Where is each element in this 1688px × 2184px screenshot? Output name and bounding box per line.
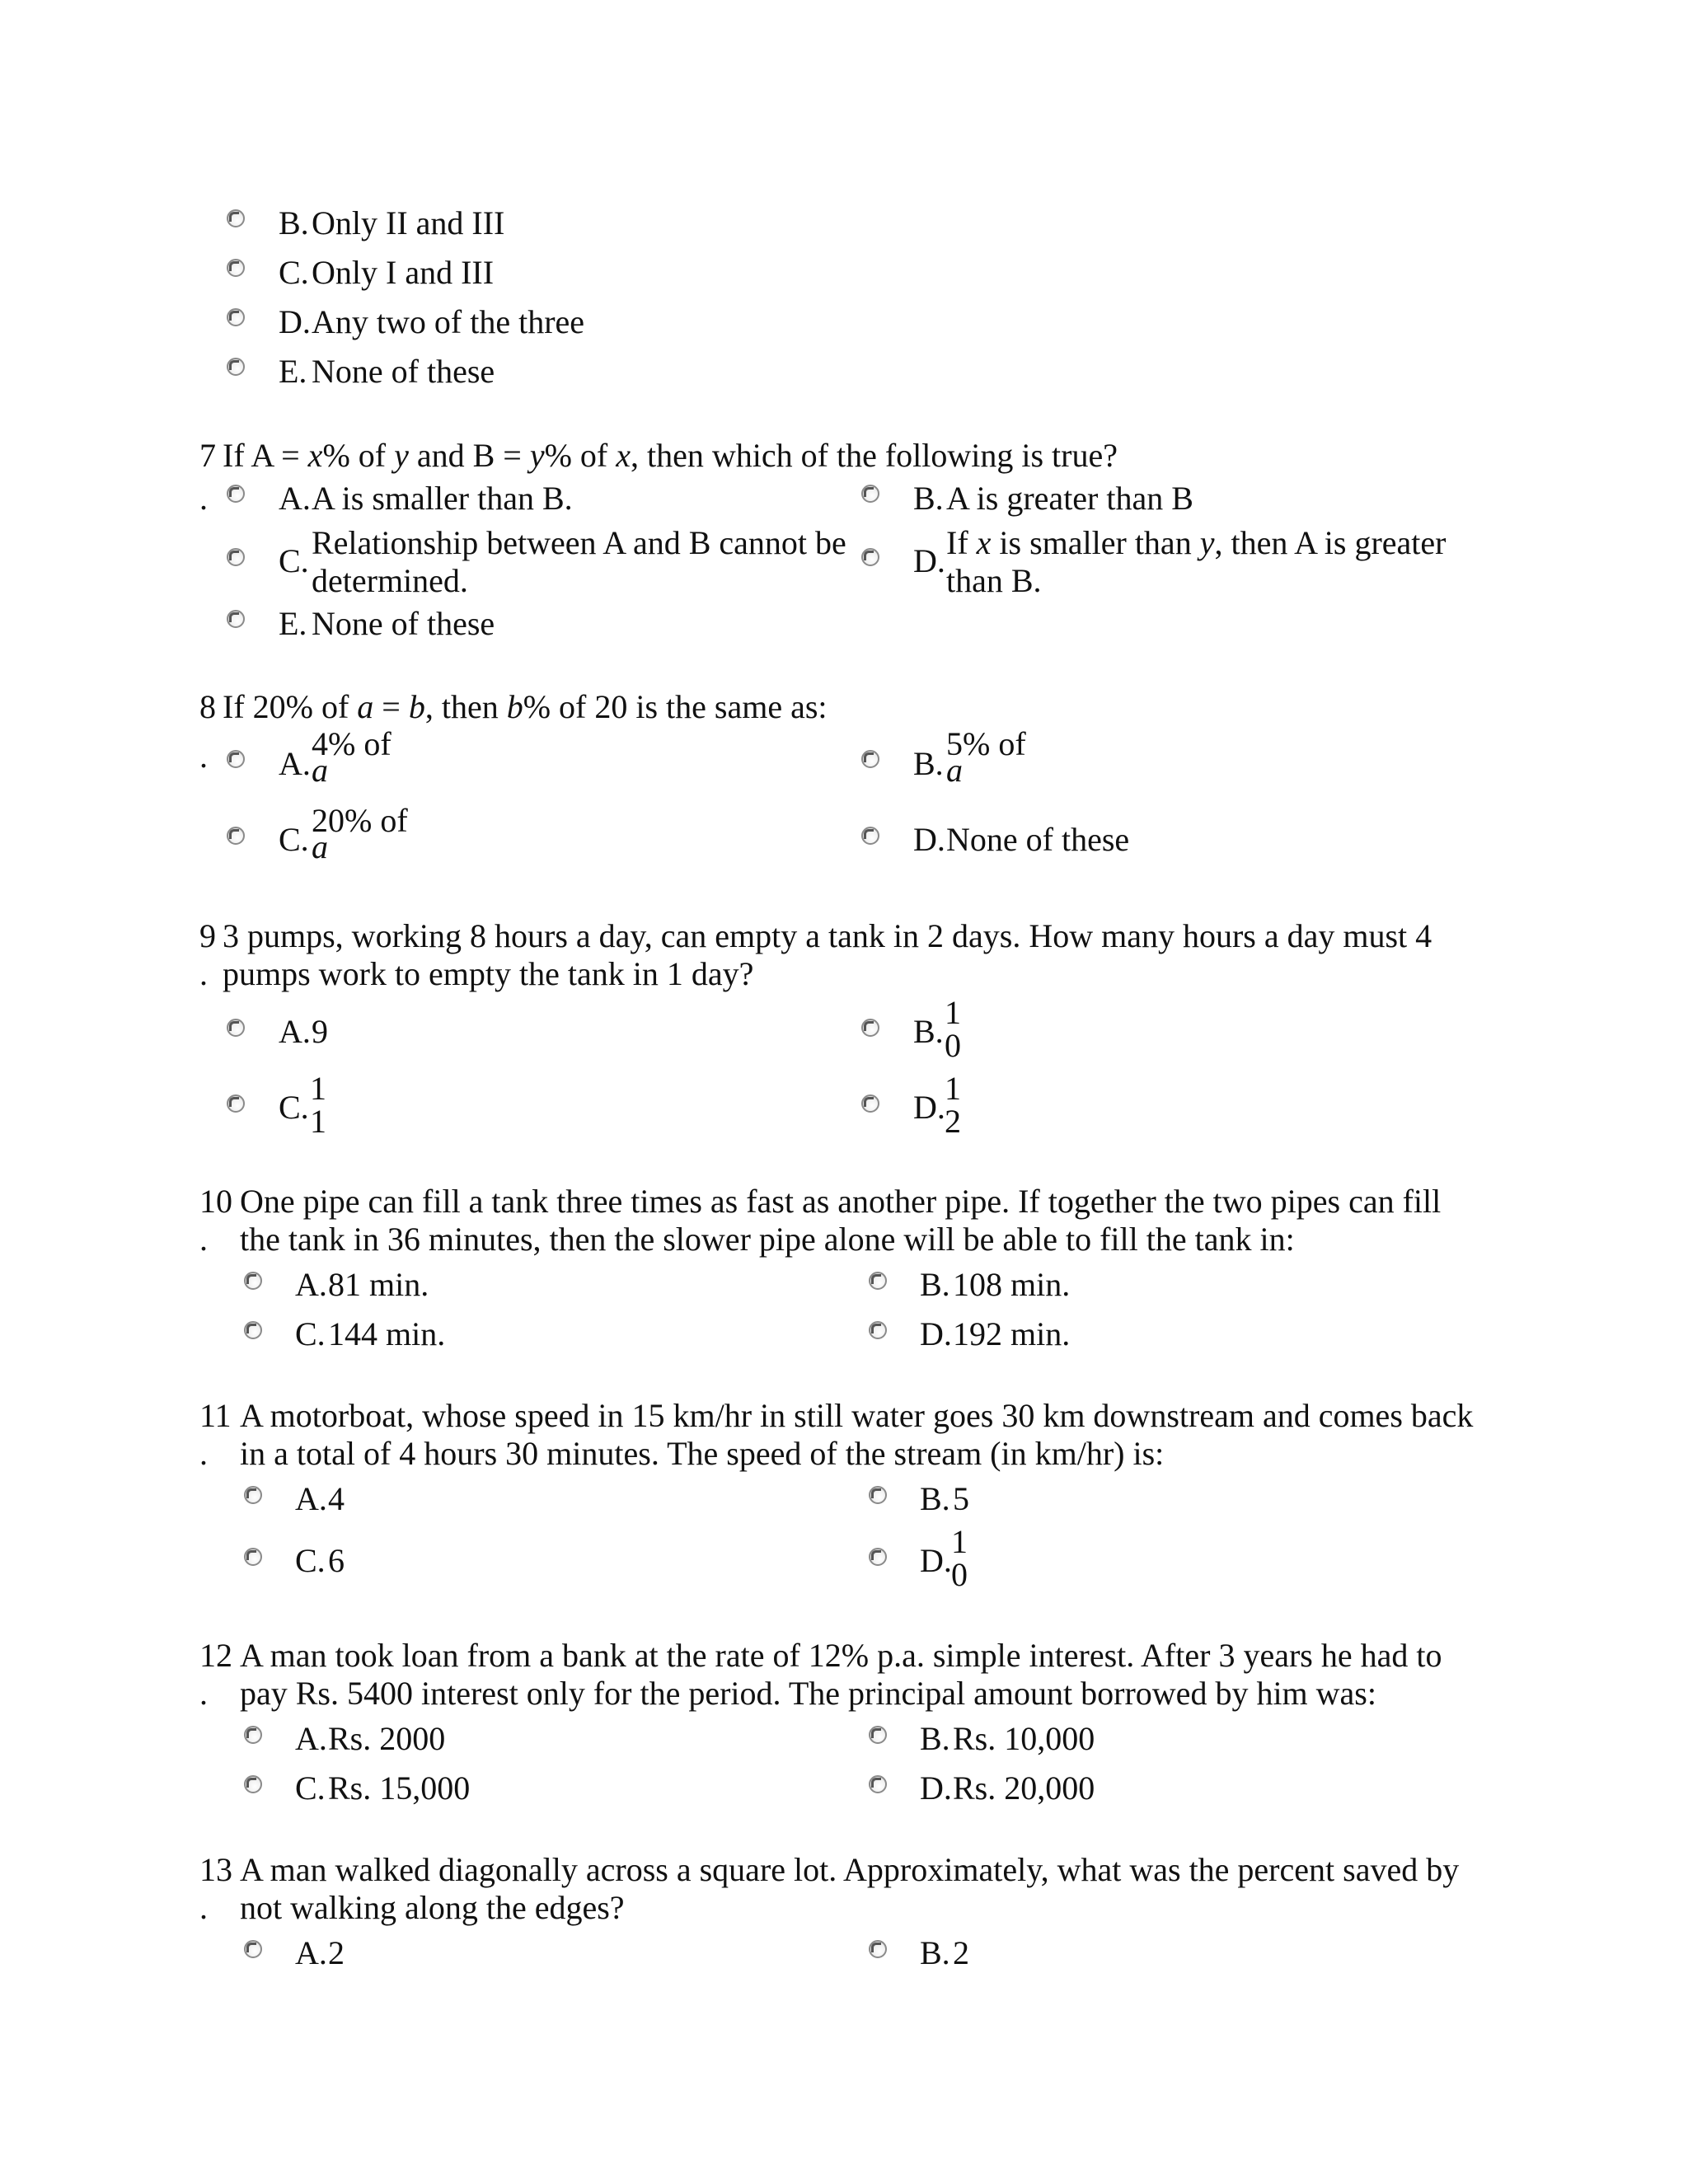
q9-option-c-bottom: 1 bbox=[310, 1103, 326, 1140]
q10-option-a-radio[interactable] bbox=[244, 1272, 262, 1290]
q13-number: 13 bbox=[199, 1851, 232, 1888]
q10-option-d-letter: D. bbox=[920, 1315, 952, 1352]
q11-option-d-radio[interactable] bbox=[869, 1548, 887, 1566]
q12-option-c-radio[interactable] bbox=[244, 1775, 262, 1793]
q6-option-d-radio[interactable] bbox=[227, 308, 245, 326]
q12-option-b-text: Rs. 10,000 bbox=[953, 1720, 1095, 1757]
q9-option-b-expression bbox=[945, 994, 961, 1065]
q6-option-e-radio[interactable] bbox=[227, 358, 245, 376]
q7-stem bbox=[223, 437, 1118, 475]
q8-option-c-radio[interactable] bbox=[227, 827, 245, 845]
q6-option-b-letter: B. bbox=[279, 204, 309, 241]
q11-option-a-radio[interactable] bbox=[244, 1486, 262, 1504]
q11-option-c-letter: C. bbox=[295, 1542, 326, 1579]
q10-number: 10 bbox=[199, 1183, 232, 1220]
q12-stem-line2: pay Rs. 5400 interest only for the period. The principal amount borrowed by him was: bbox=[240, 1675, 1376, 1712]
q9-option-d-radio[interactable] bbox=[861, 1094, 879, 1113]
q8-option-c-bottom: a bbox=[312, 828, 328, 865]
q10-option-a-text: 81 min. bbox=[328, 1266, 429, 1303]
q8-stem-var: b bbox=[506, 688, 523, 725]
q7-stem-part: , then which of the following is true? bbox=[631, 437, 1118, 474]
q7-option-d-var: x bbox=[976, 524, 992, 561]
q10-option-d-radio[interactable] bbox=[869, 1321, 887, 1339]
q9-option-d-letter: D. bbox=[913, 1089, 945, 1126]
q7-stem-part: If A = bbox=[223, 437, 308, 474]
q13-stem-line1: A man walked diagonally across a square lot. Approximately, what was the percent saved by bbox=[240, 1851, 1460, 1888]
q7-option-a-letter: A. bbox=[279, 480, 311, 517]
q9-option-c-expression bbox=[310, 1070, 326, 1141]
q7-option-b-letter: B. bbox=[913, 480, 944, 517]
q11-option-a-text: 4 bbox=[328, 1480, 345, 1517]
q8-option-b-top: 5% of bbox=[946, 725, 1026, 762]
q9-stem-line1: 3 pumps, working 8 hours a day, can empty a tank in 2 days. How many hours a day must 4 bbox=[223, 917, 1432, 954]
q7-option-a-text: A is smaller than B. bbox=[312, 480, 573, 517]
q8-option-d-text: None of these bbox=[946, 821, 1130, 858]
q9-number: 9 bbox=[199, 917, 216, 954]
q7-option-d-part: , then A is greater bbox=[1214, 524, 1447, 561]
q10-option-c-letter: C. bbox=[295, 1315, 326, 1352]
q11-option-a-letter: A. bbox=[295, 1480, 327, 1517]
q7-option-e-radio[interactable] bbox=[227, 610, 245, 628]
q12-number-dot: . bbox=[199, 1675, 208, 1712]
q11-option-d-letter: D. bbox=[920, 1542, 952, 1579]
q8-option-a-expression bbox=[312, 725, 392, 790]
q13-option-b-text: 2 bbox=[953, 1934, 969, 1971]
q12-option-b-letter: B. bbox=[920, 1720, 950, 1757]
q13-option-a-letter: A. bbox=[295, 1934, 327, 1971]
q8-option-c-letter: C. bbox=[279, 821, 309, 858]
q12-option-a-letter: A. bbox=[295, 1720, 327, 1757]
q11-option-c-radio[interactable] bbox=[244, 1548, 262, 1566]
q7-option-d-radio[interactable] bbox=[861, 548, 879, 566]
q10-stem-line1: One pipe can fill a tank three times as fast as another pipe. If together the two pipes can fill bbox=[240, 1183, 1442, 1220]
q8-stem bbox=[223, 688, 828, 726]
q13-option-b-radio[interactable] bbox=[869, 1940, 887, 1958]
q8-option-b-radio[interactable] bbox=[861, 750, 879, 768]
q7-stem-part: and B = bbox=[408, 437, 530, 474]
q7-option-c-letter: C. bbox=[279, 542, 309, 579]
q9-option-b-letter: B. bbox=[913, 1013, 944, 1050]
q8-stem-part: , then bbox=[424, 688, 507, 725]
q10-option-d-text: 192 min. bbox=[953, 1315, 1071, 1352]
q12-option-a-text: Rs. 2000 bbox=[328, 1720, 446, 1757]
q11-option-b-text: 5 bbox=[953, 1480, 969, 1517]
q12-option-d-letter: D. bbox=[920, 1769, 952, 1807]
q9-option-b-top: 1 bbox=[945, 994, 961, 1031]
q7-option-d-var: y bbox=[1199, 524, 1215, 561]
q8-stem-part: If 20% of bbox=[223, 688, 358, 725]
q9-number-dot: . bbox=[199, 955, 208, 992]
q8-option-a-radio[interactable] bbox=[227, 750, 245, 768]
q7-number-dot: . bbox=[199, 480, 208, 517]
q8-option-b-bottom: a bbox=[946, 752, 963, 789]
q9-option-a-text: 9 bbox=[312, 1013, 328, 1050]
q7-option-b-radio[interactable] bbox=[861, 485, 879, 503]
q9-option-a-letter: A. bbox=[279, 1013, 311, 1050]
q7-stem-var: x bbox=[616, 437, 631, 474]
q7-option-d-part: is smaller than bbox=[991, 524, 1200, 561]
q7-stem-var: y bbox=[394, 437, 409, 474]
q7-option-e-letter: E. bbox=[279, 605, 307, 642]
q7-option-e-text: None of these bbox=[312, 605, 495, 642]
q10-number-dot: . bbox=[199, 1221, 208, 1258]
q6-option-d-letter: D. bbox=[279, 303, 311, 340]
q9-option-b-bottom: 0 bbox=[945, 1027, 961, 1064]
q7-stem-part: % of bbox=[544, 437, 617, 474]
q12-option-a-radio[interactable] bbox=[244, 1726, 262, 1744]
q8-option-a-bottom: a bbox=[312, 752, 328, 789]
q8-stem-part: % of 20 is the same as: bbox=[523, 688, 828, 725]
q10-option-c-radio[interactable] bbox=[244, 1321, 262, 1339]
q8-number: 8 bbox=[199, 688, 216, 725]
q11-option-d-top: 1 bbox=[951, 1523, 968, 1560]
q8-option-b-expression bbox=[946, 725, 1026, 790]
q7-option-b-text: A is greater than B bbox=[946, 480, 1193, 517]
q7-number: 7 bbox=[199, 437, 216, 474]
q12-option-b-radio[interactable] bbox=[869, 1726, 887, 1744]
q8-stem-var: b bbox=[408, 688, 425, 725]
q12-stem-line1: A man took loan from a bank at the rate of 12% p.a. simple interest. After 3 years he had to bbox=[240, 1637, 1442, 1674]
q7-stem-var: x bbox=[307, 437, 323, 474]
q9-option-b-radio[interactable] bbox=[861, 1019, 879, 1037]
q10-option-b-radio[interactable] bbox=[869, 1272, 887, 1290]
q13-number-dot: . bbox=[199, 1889, 208, 1926]
q7-stem-part: % of bbox=[322, 437, 395, 474]
q7-option-c-line1: Relationship between A and B cannot be bbox=[312, 524, 846, 561]
q8-option-c-top: 20% of bbox=[312, 802, 408, 839]
q10-stem-line2: the tank in 36 minutes, then the slower pipe alone will be able to fill the tank in: bbox=[240, 1221, 1295, 1258]
q12-option-d-radio[interactable] bbox=[869, 1775, 887, 1793]
q6-option-c-text: Only I and III bbox=[312, 254, 495, 291]
q9-option-c-letter: C. bbox=[279, 1089, 309, 1126]
q12-option-c-text: Rs. 15,000 bbox=[328, 1769, 471, 1807]
q10-option-b-letter: B. bbox=[920, 1266, 950, 1303]
q9-option-d-bottom: 2 bbox=[945, 1103, 961, 1140]
q12-option-c-letter: C. bbox=[295, 1769, 326, 1807]
q11-stem-line1: A motorboat, whose speed in 15 km/hr in still water goes 30 km downstream and comes back bbox=[240, 1397, 1474, 1434]
q6-option-c-letter: C. bbox=[279, 254, 309, 291]
q7-option-d-part: If bbox=[946, 524, 977, 561]
q7-option-c-radio[interactable] bbox=[227, 548, 245, 566]
q7-option-d-line1 bbox=[946, 524, 1447, 562]
q6-option-b-radio[interactable] bbox=[227, 209, 245, 227]
q13-option-b-letter: B. bbox=[920, 1934, 950, 1971]
q11-option-d-expression bbox=[951, 1523, 968, 1594]
q9-option-c-radio[interactable] bbox=[227, 1094, 245, 1113]
q8-stem-part: = bbox=[373, 688, 409, 725]
q8-option-a-letter: A. bbox=[279, 745, 311, 782]
q8-option-c-expression bbox=[312, 802, 408, 866]
q11-stem-line2: in a total of 4 hours 30 minutes. The speed of the stream (in km/hr) is: bbox=[240, 1435, 1165, 1472]
q6-option-e-letter: E. bbox=[279, 353, 307, 390]
q11-option-b-letter: B. bbox=[920, 1480, 950, 1517]
q13-option-a-radio[interactable] bbox=[244, 1940, 262, 1958]
q7-stem-var: y bbox=[529, 437, 545, 474]
q6-option-c-radio[interactable] bbox=[227, 259, 245, 277]
q6-option-e-text: None of these bbox=[312, 353, 495, 390]
q8-number-dot: . bbox=[199, 738, 208, 775]
q8-option-a-top: 4% of bbox=[312, 725, 392, 762]
q10-option-b-text: 108 min. bbox=[953, 1266, 1071, 1303]
q8-option-d-radio[interactable] bbox=[861, 827, 879, 845]
q11-option-b-radio[interactable] bbox=[869, 1486, 887, 1504]
q6-option-d-text: Any two of the three bbox=[312, 303, 585, 340]
q12-option-d-text: Rs. 20,000 bbox=[953, 1769, 1095, 1807]
q7-option-d-letter: D. bbox=[913, 542, 945, 579]
q11-number: 11 bbox=[199, 1397, 232, 1434]
q6-option-b-text: Only II and III bbox=[312, 204, 505, 241]
q10-option-c-text: 144 min. bbox=[328, 1315, 446, 1352]
q7-option-d-line2: than B. bbox=[946, 562, 1042, 599]
q7-option-a-radio[interactable] bbox=[227, 485, 245, 503]
q12-number: 12 bbox=[199, 1637, 232, 1674]
q11-number-dot: . bbox=[199, 1435, 208, 1472]
q9-option-d-expression bbox=[945, 1070, 961, 1141]
q9-option-d-top: 1 bbox=[945, 1070, 961, 1107]
q13-option-a-text: 2 bbox=[328, 1934, 345, 1971]
q13-stem-line2: not walking along the edges? bbox=[240, 1889, 625, 1926]
q9-option-c-top: 1 bbox=[310, 1070, 326, 1107]
q11-option-c-text: 6 bbox=[328, 1542, 345, 1579]
q9-option-a-radio[interactable] bbox=[227, 1019, 245, 1037]
q8-option-d-letter: D. bbox=[913, 821, 945, 858]
q7-option-c-line2: determined. bbox=[312, 562, 468, 599]
q8-stem-var: a bbox=[357, 688, 374, 725]
q8-option-b-letter: B. bbox=[913, 745, 944, 782]
q10-option-a-letter: A. bbox=[295, 1266, 327, 1303]
q11-option-d-bottom: 0 bbox=[951, 1556, 968, 1593]
q9-stem-line2: pumps work to empty the tank in 1 day? bbox=[223, 955, 754, 992]
